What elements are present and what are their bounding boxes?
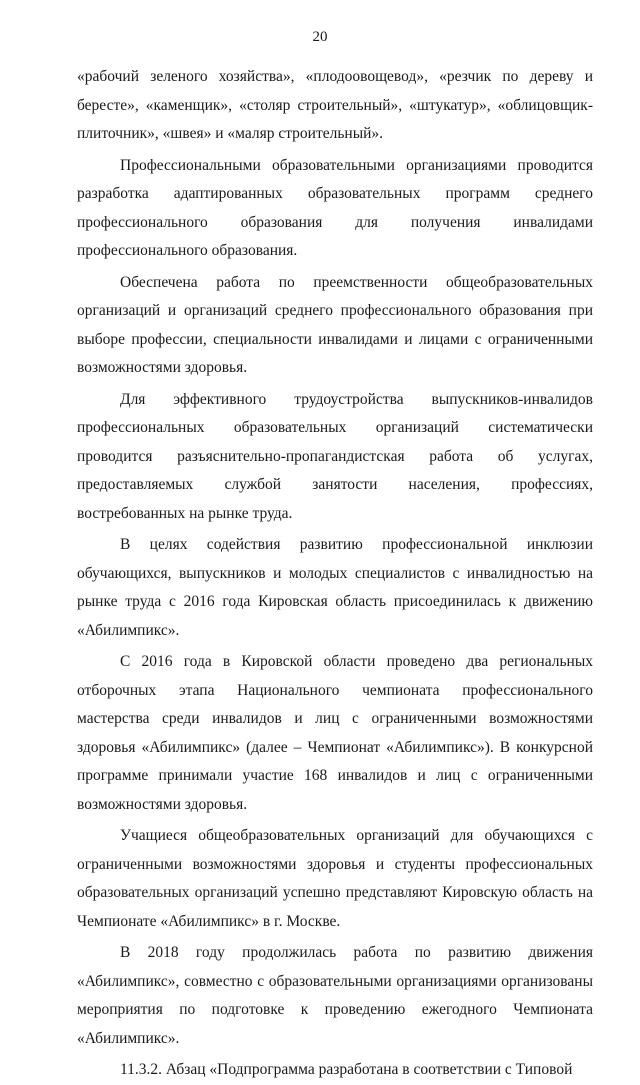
page-number: 20 [312,29,328,45]
paragraph-inclusion: В целях содействия развитию профессиональной инклюзии обучающихся, выпускников и молодых специалистов с инвалидностью на рынке труда с 2016 года Кировская область присоединилась к движению «Абилимпикс». [77,536,593,639]
paragraph-adapted-programs: Профессиональными образовательными организациями проводится разработка адаптированных образовательных программ среднего профессионального образования для получения инвалидами профессионального образования. [77,156,593,259]
paragraph-amendment-11-3-2: 11.3.2. Абзац «Подпрограмма разработана в соответствии с Типовой [120,1061,573,1078]
paragraph-2018: В 2018 году продолжилась работа по развитию движения «Абилимпикс», совместно с образовательными организациями организованы мероприятия по подготовке к проведению ежегодного Чемпионата «Абилимпикс». [77,944,593,1047]
paragraph-continuity: Обеспечена работа по преемственности общеобразовательных организаций и организаций среднего профессионального образования при выборе профессии, специальности инвалидами и лицами с ограниченными возможностями здоровья. [77,273,593,376]
paragraph-championship-stages: С 2016 года в Кировской области проведено два региональных отборочных этапа Национального чемпионата профессионального мастерства среди инвалидов и лиц с ограниченными возможностями здоровья «Абилимпикс» (далее – Чемпионат «Абилимпикс»). В конкурсной программе принимали участие 168 инвалидов и лиц с ограниченными возможностями здоровья. [77,653,593,813]
paragraph-professions-list: «рабочий зеленого хозяйства», «плодоовощевод», «резчик по дереву и бересте», «каменщик», «столяр строительный», «штукатур», «облицовщик-плиточник», «швея» и «маляр строительный». [77,68,593,142]
paragraph-students: Учащиеся общеобразовательных организаций для обучающихся с ограниченными возможностями здоровья и студенты профессиональных образовательных организаций успешно представляют Кировскую область на Чемпионате «Абилимпикс» в г. Москве. [77,827,593,930]
paragraph-employment: Для эффективного трудоустройства выпускников-инвалидов профессиональных образовательных организаций систематически проводится разъяснительно-пропагандистская работа об услугах, предоставляемых службой занятости населения, профессиях, востребованных на рынке труда. [77,390,593,522]
document-body [77,63,593,1085]
